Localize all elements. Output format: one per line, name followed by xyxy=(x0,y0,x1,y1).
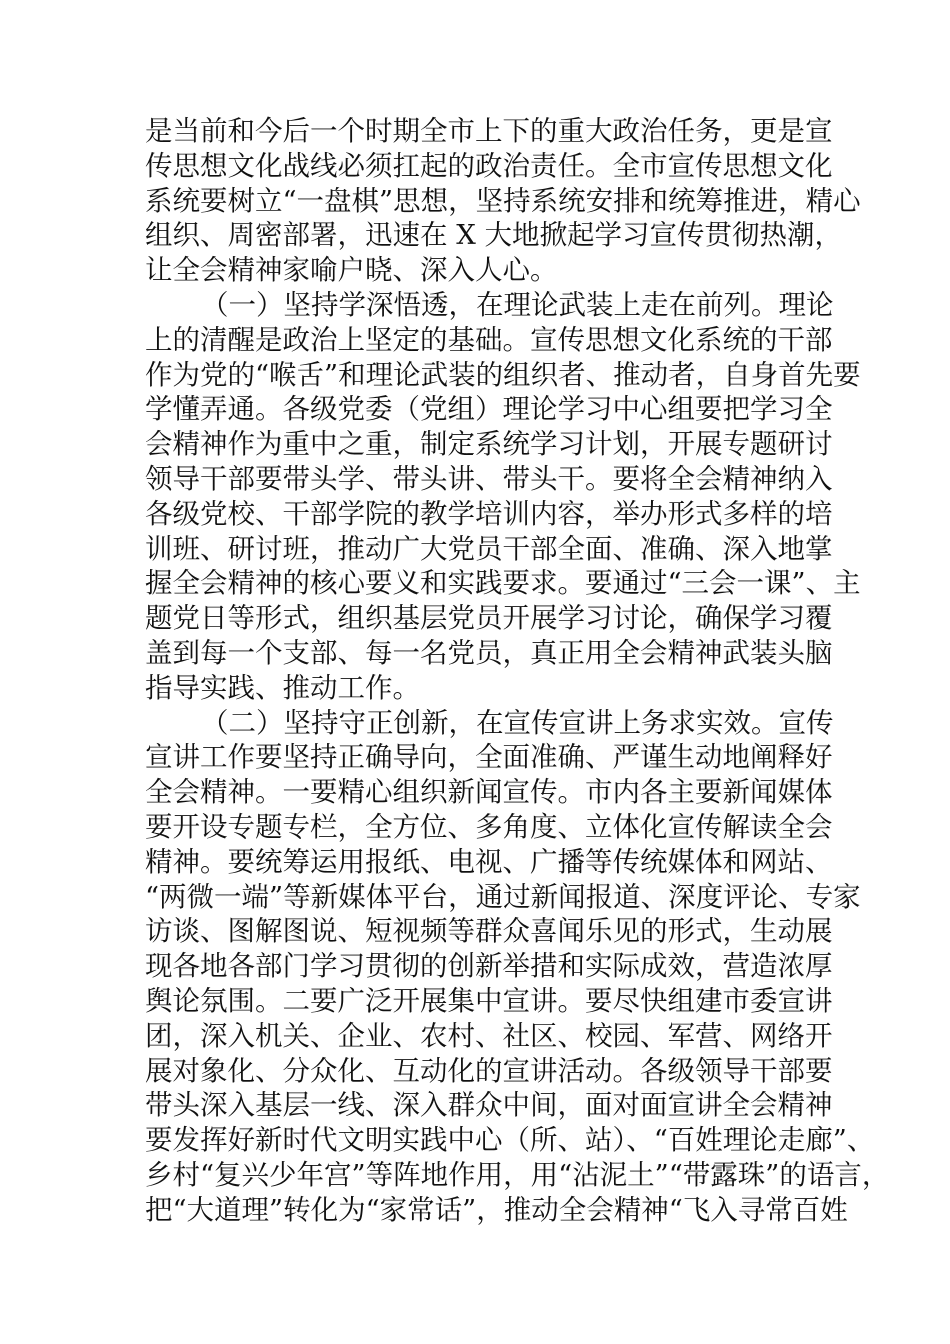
text-line: 是当前和今后一个时期全市上下的重大政治任务，更是宣 xyxy=(145,115,833,147)
text-line: 作为党的“喉舌”和理论武装的组织者、推动者，自身首先要 xyxy=(145,358,861,391)
text-line: （一）坚持学深悟透，在理论武装上走在前列。理论 xyxy=(201,288,834,321)
text-line: （二）坚持守正创新，在宣传宣讲上务求实效。宣传 xyxy=(201,706,834,739)
text-line: 带头深入基层一线、深入群众中间，面对面宣讲全会精神 xyxy=(145,1089,833,1122)
text-line: 题党日等形式，组织基层党员开展学习讨论，确保学习覆 xyxy=(145,602,833,635)
text-line: 各级党校、干部学院的教学培训内容，举办形式多样的培 xyxy=(145,497,833,530)
text-line: 上的清醒是政治上坚定的基础。宣传思想文化系统的干部 xyxy=(145,323,833,356)
text-line: 精神。要统筹运用报纸、电视、广播等传统媒体和网站、 xyxy=(145,845,833,878)
text-line: 全会精神。一要精心组织新闻宣传。市内各主要新闻媒体 xyxy=(145,776,833,809)
text-line: 系统要树立“一盘棋”思想，坚持系统安排和统筹推进，精心 xyxy=(145,184,861,217)
text-line: 要开设专题专栏，全方位、多角度、立体化宣传解读全会 xyxy=(145,810,833,843)
text-line: 指导实践、推动工作。 xyxy=(145,671,420,704)
text-line: 展对象化、分众化、互动化的宣讲活动。各级领导干部要 xyxy=(145,1054,833,1087)
text-line: 把“大道理”转化为“家常话”，推动全会精神“飞入寻常百姓 xyxy=(145,1193,848,1226)
paragraph xyxy=(145,114,861,288)
document-page xyxy=(145,114,890,1228)
text-line: 宣讲工作要坚持正确导向，全面准确、严谨生动地阐释好 xyxy=(145,741,833,774)
text-line: 舆论氛围。二要广泛开展集中宣讲。要尽快组建市委宣讲 xyxy=(145,984,833,1017)
text-line: 乡村“复兴少年宫”等阵地作用，用“沾泥土”“带露珠”的语言， xyxy=(145,1158,890,1191)
text-line: 盖到每一个支部、每一名党员，真正用全会精神武装头脑 xyxy=(145,636,833,669)
text-line: 传思想文化战线必须扛起的政治责任。全市宣传思想文化 xyxy=(145,149,833,182)
text-line: 握全会精神的核心要义和实践要求。要通过“三会一课”、主 xyxy=(145,567,861,600)
paragraph xyxy=(145,288,861,706)
text-line: 领导干部要带头学、带头讲、带头干。要将全会精神纳入 xyxy=(145,462,833,495)
text-line: 会精神作为重中之重，制定系统学习计划，开展专题研讨 xyxy=(145,428,833,461)
paragraph xyxy=(145,706,890,1228)
text-line: 组织、周密部署，迅速在 X 大地掀起学习宣传贯彻热潮， xyxy=(145,219,843,252)
text-line: 训班、研讨班，推动广大党员干部全面、准确、深入地掌 xyxy=(145,532,833,565)
text-line: 现各地各部门学习贯彻的创新举措和实际成效，营造浓厚 xyxy=(145,950,833,983)
text-line: 学懂弄通。各级党委（党组）理论学习中心组要把学习全 xyxy=(145,393,833,426)
text-line: 要发挥好新时代文明实践中心（所、站）、“百姓理论走廊”、 xyxy=(145,1124,875,1157)
text-line: 团，深入机关、企业、农村、社区、校园、军营、网络开 xyxy=(145,1019,833,1052)
text-line: 让全会精神家喻户晓、深入人心。 xyxy=(145,254,558,287)
text-line: “两微一端”等新媒体平台，通过新闻报道、深度评论、专家 xyxy=(145,880,861,913)
text-line: 访谈、图解图说、短视频等群众喜闻乐见的形式，生动展 xyxy=(145,915,833,948)
